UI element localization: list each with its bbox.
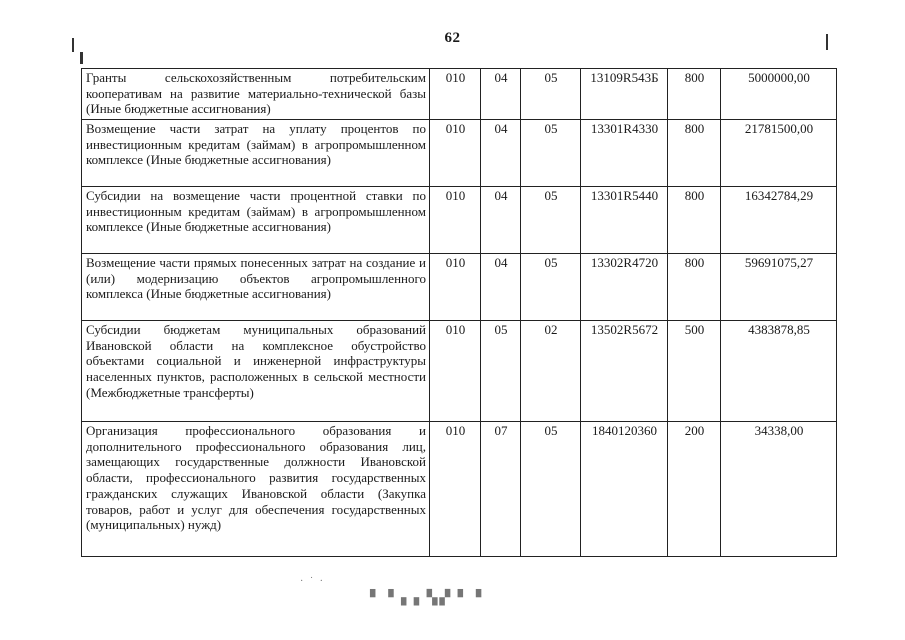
row-subsection-code: 05: [521, 187, 581, 254]
row-target-article: 13109R543Б: [581, 69, 668, 120]
row-section-code: 04: [481, 120, 521, 187]
row-amount: 4383878,85: [721, 321, 837, 422]
scan-smudge: ▘▝▗ ▖▚▞ ▘▝: [370, 591, 484, 606]
row-ministry-code: 010: [430, 321, 481, 422]
row-expense-type: 800: [668, 120, 721, 187]
row-section-code: 04: [481, 254, 521, 321]
row-ministry-code: 010: [430, 422, 481, 557]
row-ministry-code: 010: [430, 120, 481, 187]
row-expense-type: 800: [668, 254, 721, 321]
row-target-article: 13301R4330: [581, 120, 668, 187]
row-description: Субсидии на возмещение части процентной ставки по инвестиционным кредитам (займам) в агропромышленном комплексе (Иные бюджетные ассигнования): [82, 187, 430, 254]
row-description: Субсидии бюджетам муниципальных образований Ивановской области на комплексное обустройство объектами социальной и инженерной инфраструктуры населенных пунктов, расположенных в сельской местности (Межбюджетные трансферты): [82, 321, 430, 422]
row-ministry-code: 010: [430, 69, 481, 120]
page-number: 62: [444, 30, 461, 46]
row-subsection-code: 05: [521, 254, 581, 321]
table-row: [82, 120, 837, 187]
row-section-code: 05: [481, 321, 521, 422]
row-target-article: 1840120360: [581, 422, 668, 557]
row-target-article: 13301R5440: [581, 187, 668, 254]
row-description: Возмещение части затрат на уплату процентов по инвестиционным кредитам (займам) в агропромышленном комплексе (Иные бюджетные ассигнования): [82, 120, 430, 187]
row-amount: 34338,00: [721, 422, 837, 557]
scan-mark-right: [826, 34, 828, 50]
row-expense-type: 800: [668, 69, 721, 120]
row-subsection-code: 05: [521, 120, 581, 187]
row-subsection-code: 05: [521, 422, 581, 557]
table-row: [82, 187, 837, 254]
table-row: [82, 254, 837, 321]
row-description: Гранты сельскохозяйственным потребительским кооперативам на развитие материально-технической базы (Иные бюджетные ассигнования): [82, 69, 430, 120]
table-row: [82, 321, 837, 422]
budget-table: [81, 68, 837, 557]
row-section-code: 07: [481, 422, 521, 557]
row-target-article: 13302R4720: [581, 254, 668, 321]
row-description: Организация профессионального образования и дополнительного профессионального образования лиц, замещающих государственные должности Ивановской области, профессионального развития государственных гражданских служащих Ивановской области (Закупка товаров, работ и услуг для обеспечения государственных (муниципальных) нужд): [82, 422, 430, 557]
row-subsection-code: 05: [521, 69, 581, 120]
table-row: [82, 422, 837, 557]
scan-mark-left: [72, 38, 74, 52]
row-section-code: 04: [481, 69, 521, 120]
row-expense-type: 200: [668, 422, 721, 557]
row-amount: 59691075,27: [721, 254, 837, 321]
row-subsection-code: 02: [521, 321, 581, 422]
row-expense-type: 500: [668, 321, 721, 422]
row-amount: 16342784,29: [721, 187, 837, 254]
table-row: [82, 69, 837, 120]
row-target-article: 13502R5672: [581, 321, 668, 422]
row-section-code: 04: [481, 187, 521, 254]
row-ministry-code: 010: [430, 254, 481, 321]
scan-smudge-small: · ˙ ·: [300, 576, 325, 587]
row-description: Возмещение части прямых понесенных затрат на создание и (или) модернизацию объектов агропромышленного комплекса (Иные бюджетные ассигнования): [82, 254, 430, 321]
scan-mark-left-small: [80, 52, 83, 64]
row-ministry-code: 010: [430, 187, 481, 254]
row-amount: 21781500,00: [721, 120, 837, 187]
row-expense-type: 800: [668, 187, 721, 254]
row-amount: 5000000,00: [721, 69, 837, 120]
